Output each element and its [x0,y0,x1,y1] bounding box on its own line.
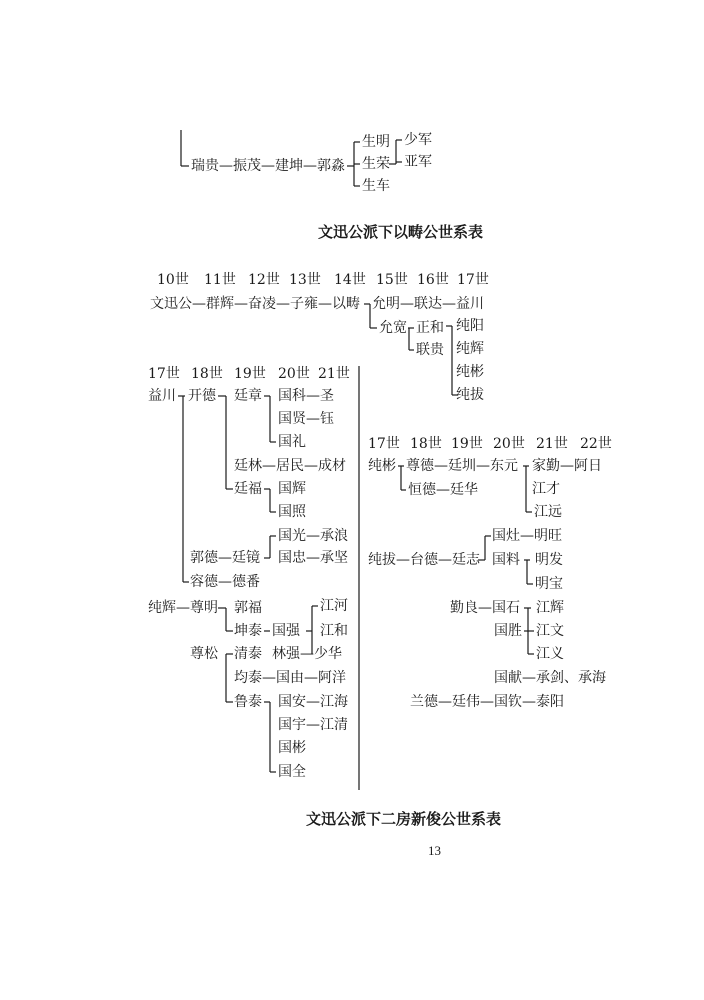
node-kuntai: 坤泰 [234,623,262,639]
node-guoqiang: 国强 [272,623,300,639]
son-shengming: 生明 [362,134,390,150]
node-juntai: 均泰—国由—阿洋 [234,670,346,686]
node-guosheng: 国胜 [494,623,522,639]
node-guohui: 国辉 [278,481,306,497]
node-guode: 郭德—廷镜 [190,550,260,566]
node-guoli: 国礼 [278,434,306,450]
node-guobin: 国彬 [278,740,306,756]
node-yichuan: 益川 [148,388,176,404]
table1-chunhui: 纯辉 [456,341,484,357]
son-shengche: 生车 [362,178,390,194]
node-chunhui: 纯辉—尊明 [148,600,218,616]
node-jiangwen: 江文 [536,623,564,639]
node-jiangyuan: 江远 [534,504,562,520]
node-guozhong: 国忠—承坚 [278,550,348,566]
node-chunba: 纯拔—台德—廷志 [368,552,480,568]
node-zunde: 尊德—廷圳—东元 [406,458,518,474]
node-guofu: 郭福 [234,600,262,616]
node-qinliang: 勤良—国石 [450,600,520,616]
page-number: 13 [428,843,441,858]
node-hengde: 恒德—廷华 [408,482,478,498]
node-guozao: 国灶—明旺 [492,528,562,544]
right-gen-header-17: 17世 [368,436,400,452]
node-guozhao: 国照 [278,504,306,520]
node-kaide: 开德 [188,388,216,404]
right-gen-header-22: 22世 [580,436,612,452]
gen-header-13: 13世 [289,272,321,288]
table1-chunba: 纯拔 [456,387,484,403]
node-guoquan: 国全 [278,764,306,780]
node-zunsong: 尊松 [190,646,218,662]
right-gen-header-20: 20世 [493,436,525,452]
table1-chunbin: 纯彬 [456,364,484,380]
gen-header-15: 15世 [376,272,408,288]
node-jianghe-1: 江河 [320,598,348,614]
node-mingbao: 明宝 [535,576,563,592]
table1-branch-yunming: 允明—联达—益川 [372,296,484,312]
right-gen-header-19: 19世 [451,436,483,452]
node-lutai: 鲁泰 [234,694,262,710]
node-jiangyi: 江义 [536,646,564,662]
gen-header-12: 12世 [248,272,280,288]
gen-header-14: 14世 [334,272,366,288]
node-qingtai: 清泰 [234,646,262,662]
node-guoan: 国安—江海 [278,694,348,710]
grandson-yajun: 亚军 [404,154,432,170]
left-gen-header-20: 20世 [278,366,310,382]
node-linqiang: 林强—少华 [272,646,342,662]
node-guoguang: 国光—承浪 [278,528,348,544]
node-guoyu: 国宇—江清 [278,717,348,733]
table1-chunyang: 纯阳 [456,318,484,334]
gen-header-10: 10世 [157,272,189,288]
node-tinglin: 廷林—居民—成材 [234,458,346,474]
right-gen-header-21: 21世 [536,436,568,452]
grandson-shaojun: 少军 [404,132,432,148]
gen-header-17: 17世 [457,272,489,288]
table1-title: 文迅公派下以畴公世系表 [318,223,484,241]
node-rongde: 容德—德番 [190,574,260,590]
node-guoxian2: 国献—承剑、承海 [494,670,606,686]
table1-zhenghe: 正和 [416,320,444,336]
left-gen-header-17: 17世 [148,366,180,382]
node-tingzhang: 廷章 [234,388,262,404]
node-guoliao: 国料 [492,552,520,568]
table1-branch-yunkuan: 允宽 [379,320,407,336]
left-gen-header-19: 19世 [234,366,266,382]
left-gen-header-18: 18世 [191,366,223,382]
node-guoke: 国科—圣 [278,388,334,404]
top-branch-row: 瑞贵—振茂—建坤—郭淼 [191,158,345,174]
node-jianghui: 江辉 [536,600,564,616]
gen-header-11: 11世 [204,272,236,288]
right-gen-header-18: 18世 [410,436,442,452]
node-guoxian: 国贤—钰 [278,411,334,427]
node-lande: 兰德—廷伟—国钦—泰阳 [410,694,564,710]
son-shengrong: 生荣 [362,156,390,172]
left-gen-header-21: 21世 [318,366,350,382]
table1-main-row: 文迅公—群辉—奋凌—子雍—以畴 [150,296,360,312]
node-jiaqin: 家勤—阿日 [532,458,602,474]
table2-title: 文迅公派下二房新俊公世系表 [306,810,502,828]
node-jiangcai: 江才 [532,481,560,497]
table1-liangui: 联贵 [416,342,444,358]
node-mingfa: 明发 [535,552,563,568]
node-chunbin: 纯彬 [368,458,396,474]
node-jianghe-2: 江和 [320,623,348,639]
gen-header-16: 16世 [417,272,449,288]
node-tingfu: 廷福 [234,481,262,497]
